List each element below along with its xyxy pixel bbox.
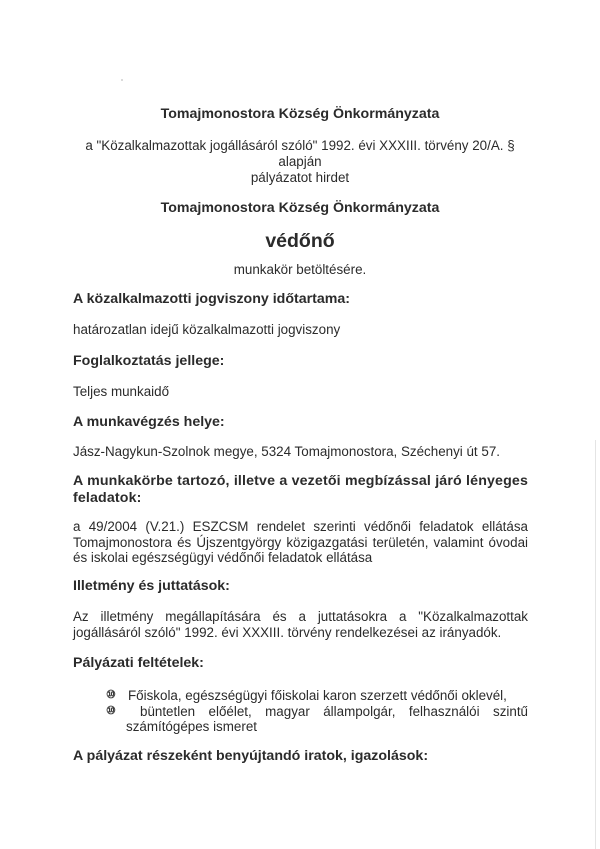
issuer-heading: Tomajmonostora Község Önkormányzata: [160, 106, 440, 122]
position-title: védőnő: [265, 230, 335, 252]
section-heading-salary: Illetmény és juttatások:: [73, 578, 230, 594]
section-body-salary: [73, 609, 528, 640]
section-body-duties: [73, 519, 528, 566]
circled-ten-bullet-icon: ⑩: [106, 689, 116, 701]
bullet-text-continued: számítógépes ismeret: [126, 719, 257, 734]
heading-line: A munkakörbe tartozó, illetve a vezetői megbízással járó lényeges: [73, 473, 528, 489]
section-heading-required-documents: A pályázat részeként benyújtandó iratok, igazolások:: [73, 748, 429, 764]
requirements-list: [106, 688, 528, 735]
section-body-duration: határozatlan idejű közalkalmazotti jogviszony: [73, 322, 341, 337]
legal-basis-line-1: a "Közalkalmazottak jogállásáról szóló" 1992. évi XXXIII. törvény 20/A. §: [85, 138, 515, 153]
position-suffix: munkakör betöltésére.: [233, 262, 367, 277]
list-item: [106, 704, 528, 735]
section-heading-duration: A közalkalmazotti jogviszony időtartama:: [73, 291, 350, 307]
section-body-employment-type: Teljes munkaidő: [73, 384, 170, 399]
page-edge-shadow: [595, 440, 596, 849]
bullet-text: Főiskola, egészségügyi főiskolai karon szerzett védőnői oklevél,: [128, 688, 507, 703]
body-line: jogállásáról szóló" 1992. évi XXXIII. törvény rendelkezései az irányadók.: [73, 624, 502, 640]
heading-line: feladatok:: [73, 489, 142, 506]
circled-ten-bullet-icon: ⑩: [106, 704, 116, 717]
list-item: [106, 688, 528, 704]
scan-artifact: [121, 79, 123, 81]
body-line: a 49/2004 (V.21.) ESZCSM rendelet szerinti védőnői feladatok ellátása: [73, 519, 528, 534]
section-heading-requirements: Pályázati feltételek:: [73, 655, 204, 671]
body-line: és iskolai egészségügyi védőnői feladatok ellátása: [73, 550, 373, 565]
issuer-heading-repeat: Tomajmonostora Község Önkormányzata: [160, 200, 440, 216]
legal-basis-line-2: alapján: [278, 154, 322, 169]
body-line: Tomajmonostora és Újszentgyörgy közigazgatási területén, valamint óvodai: [73, 534, 528, 550]
section-heading-duties: [73, 473, 528, 506]
bullet-text: büntetlen előélet, magyar állampolgár, felhasználói szintű: [140, 703, 528, 719]
section-heading-workplace: A munkavégzés helye:: [73, 414, 225, 430]
announcement-text: pályázatot hirdet: [250, 170, 350, 185]
section-heading-employment-type: Foglalkoztatás jellege:: [73, 353, 225, 369]
section-body-workplace: Jász-Nagykun-Szolnok megye, 5324 Tomajmonostora, Széchenyi út 57.: [73, 444, 500, 459]
body-line: Az illetmény megállapítására és a juttatásokra a "Közalkalmazottak: [73, 609, 528, 624]
